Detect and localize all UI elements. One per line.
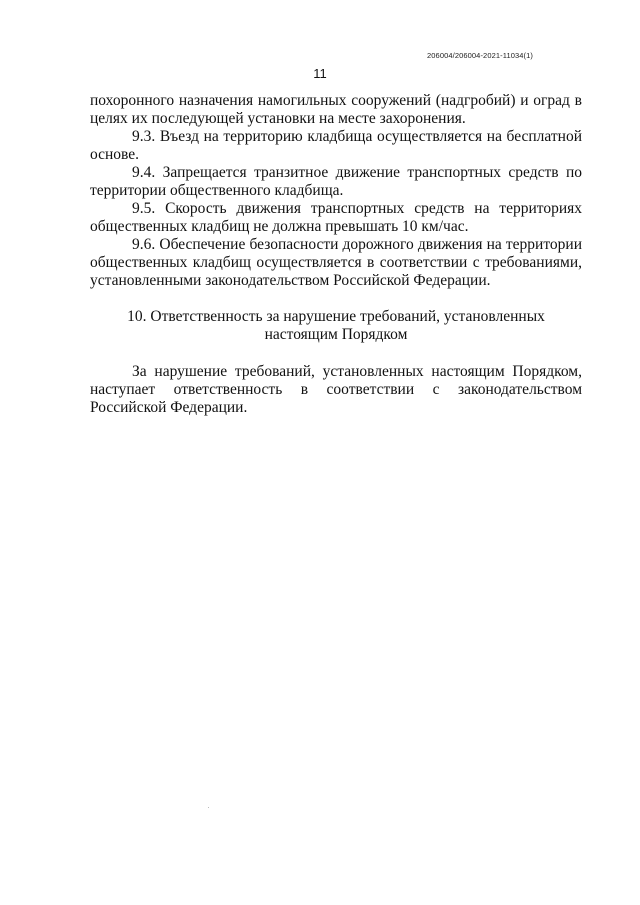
document-id: 206004/206004-2021-11034(1) — [427, 51, 533, 60]
scan-artifact — [208, 807, 209, 808]
continuation-paragraph: похоронного назначения намогильных сооружений (надгробий) и оград в целях их последующей установки на месте захоронения. — [90, 92, 582, 127]
clause-9-5: 9.5. Скорость движения транспортных средств на территориях общественных кладбищ не должна превышать 10 км/час. — [90, 200, 582, 235]
page-number: 11 — [313, 66, 327, 81]
section-10-heading: 10. Ответственность за нарушение требований, установленных настоящим Порядком — [127, 308, 545, 343]
section-10-paragraph: За нарушение требований, установленных настоящим Порядком, наступает ответственность в соответствии с законодательством Российской Федерации. — [90, 363, 582, 416]
clause-9-4: 9.4. Запрещается транзитное движение транспортных средств по территории общественного кладбища. — [90, 164, 582, 199]
clause-9-3: 9.3. Въезд на территорию кладбища осуществляется на бесплатной основе. — [90, 128, 582, 163]
document-body — [90, 92, 582, 417]
clause-9-6: 9.6. Обеспечение безопасности дорожного движения на территории общественных кладбищ осуществляется в соответствии с требованиями, установленными законодательством Российской Федерации. — [90, 236, 582, 289]
